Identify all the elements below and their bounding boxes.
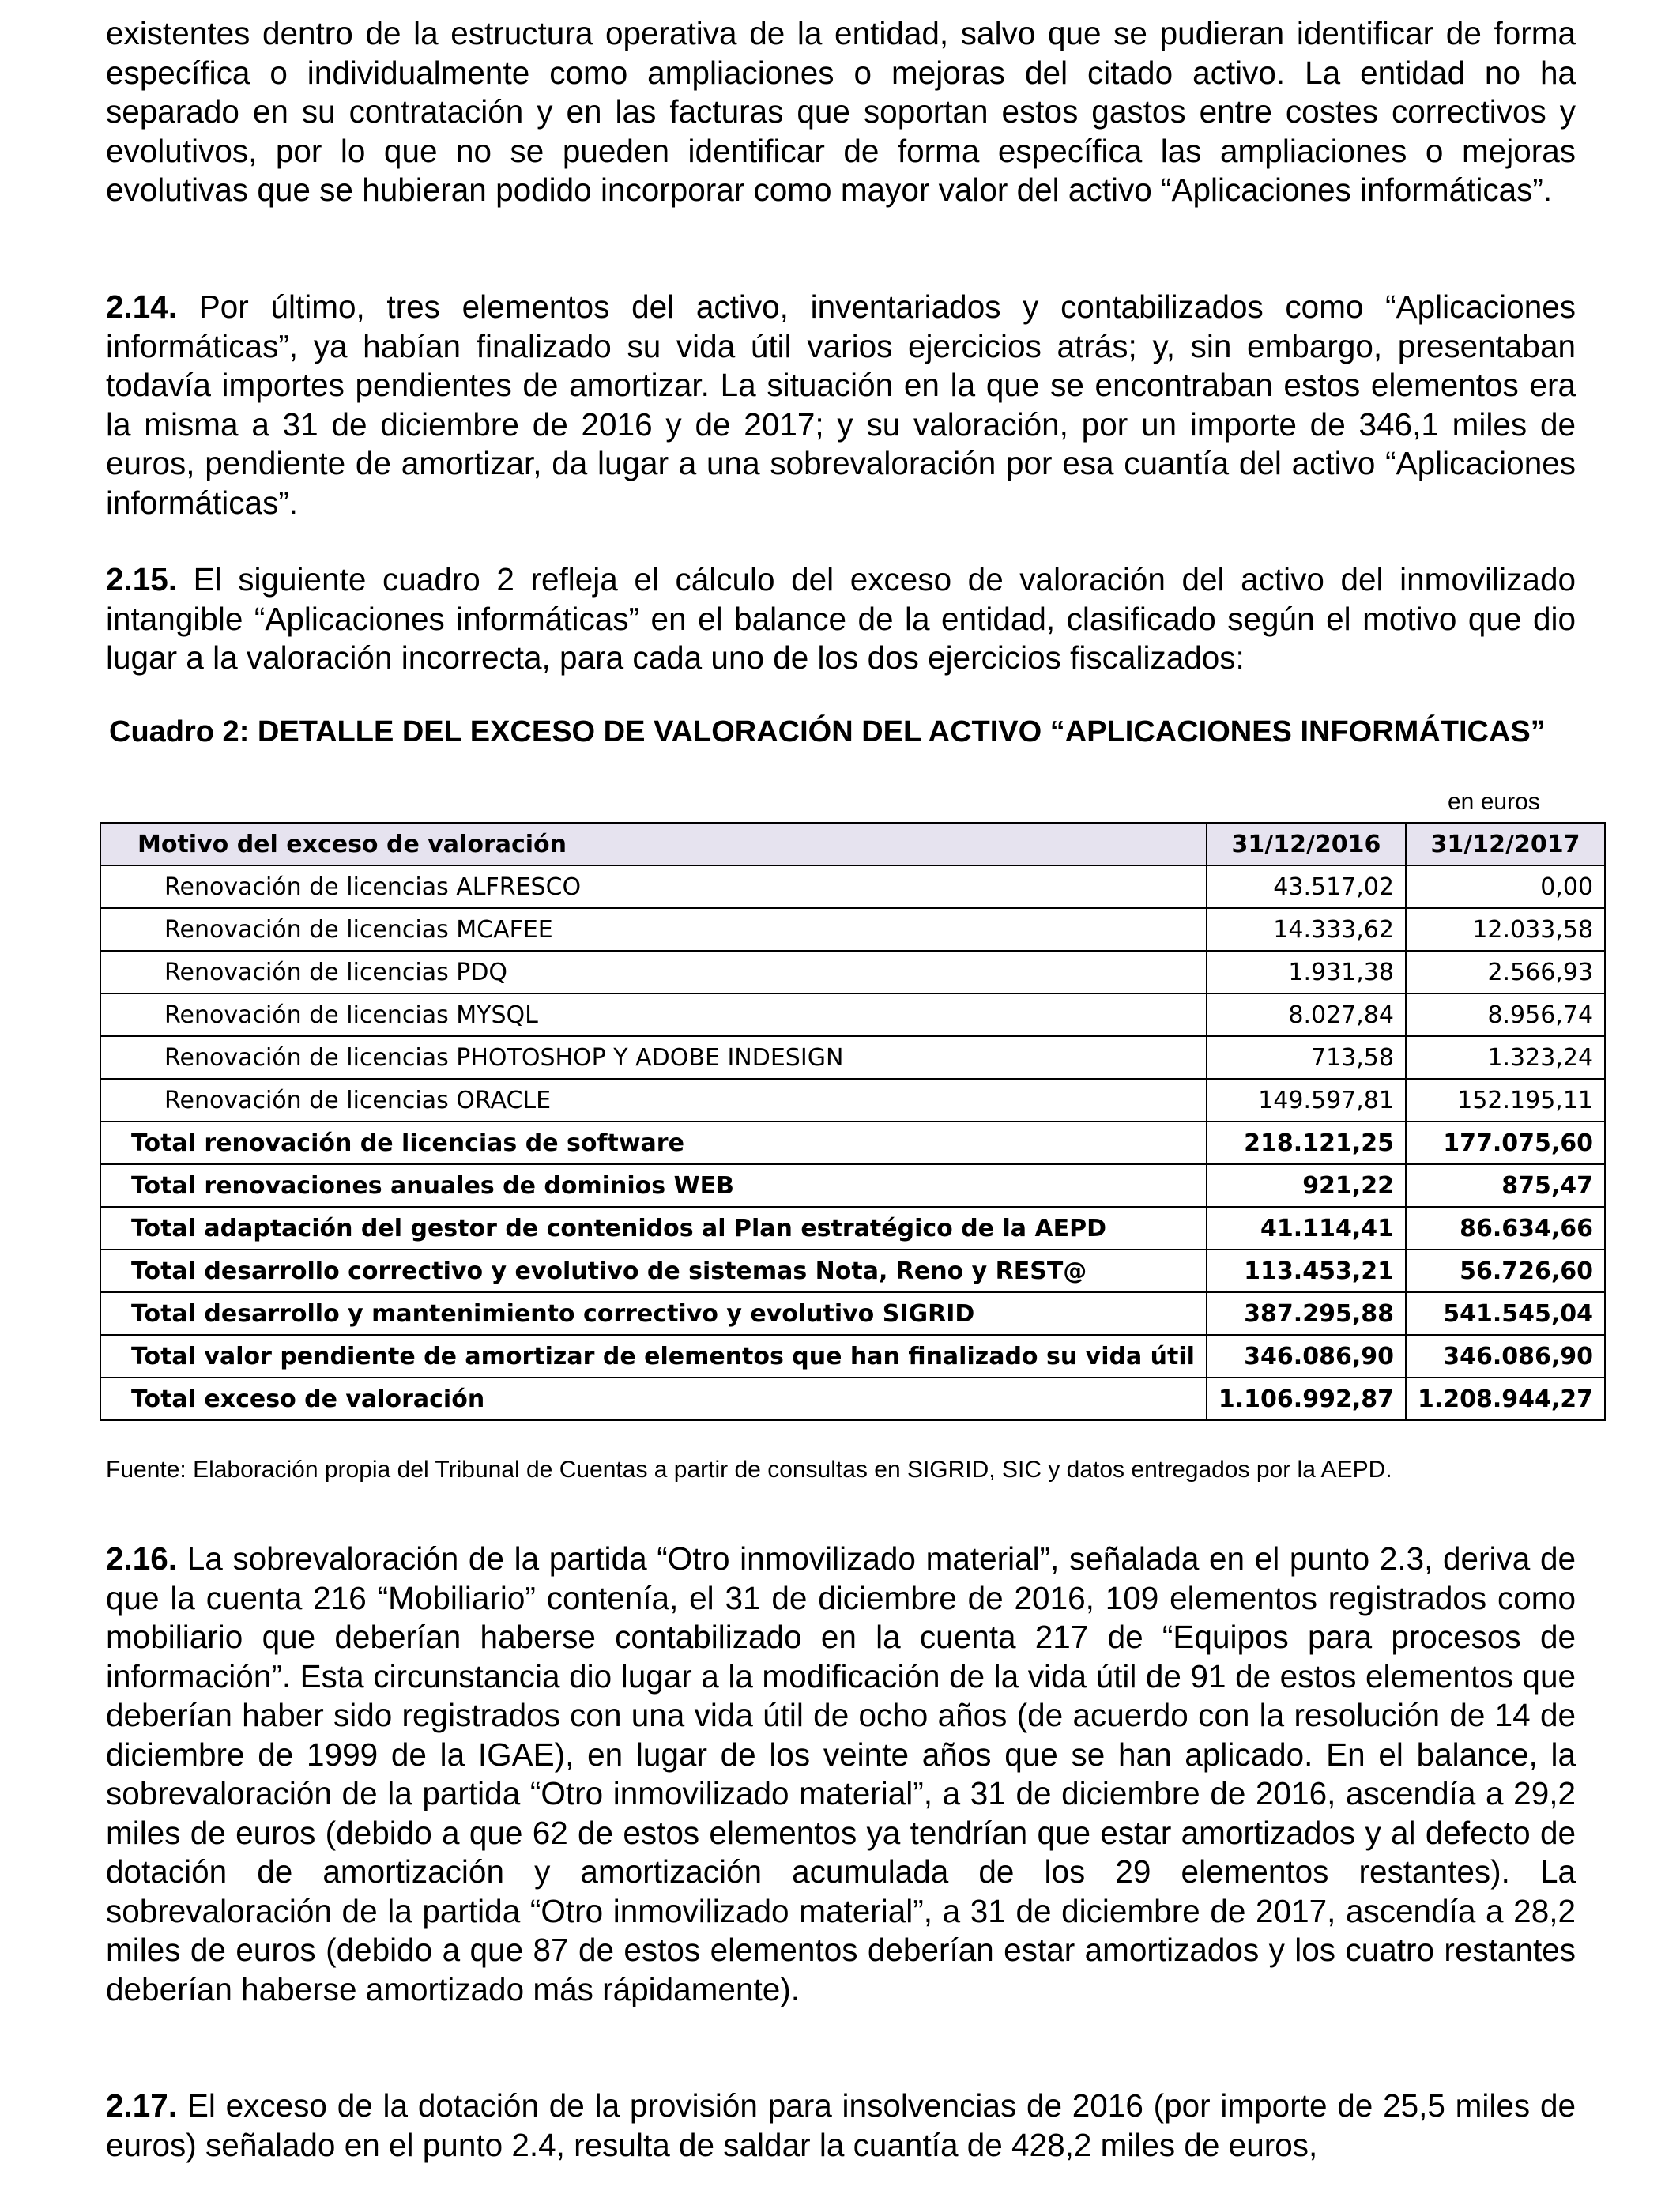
row-label: Renovación de licencias MYSQL <box>100 993 1207 1036</box>
value-2016: 113.453,21 <box>1207 1250 1406 1292</box>
row-label: Renovación de licencias MCAFEE <box>100 908 1207 951</box>
paragraph-text: El exceso de la dotación de la provisión para insolvencias de 2016 (por importe de 25,5 miles de euros) señalado en el punto 2.4, resulta de saldar la cuantía de 428,2 miles de euros, <box>106 2087 1576 2163</box>
paragraph-number: 2.16. <box>106 1540 178 1577</box>
row-label: Total adaptación del gestor de contenidos al Plan estratégico de la AEPD <box>100 1207 1207 1250</box>
table-row <box>100 1036 1605 1079</box>
paragraph-2-14 <box>106 288 1576 522</box>
paragraph-number: 2.15. <box>106 561 178 598</box>
table-caption: Cuadro 2: DETALLE DEL EXCESO DE VALORACIÓN DEL ACTIVO “APLICACIONES INFORMÁTICAS” <box>109 715 1546 748</box>
value-2017: 177.075,60 <box>1406 1122 1605 1164</box>
table-body <box>100 865 1605 1420</box>
table-row <box>100 1079 1605 1122</box>
row-label: Total desarrollo y mantenimiento correctivo y evolutivo SIGRID <box>100 1292 1207 1335</box>
row-label: Renovación de licencias PDQ <box>100 951 1207 993</box>
table-total-row <box>100 1122 1605 1164</box>
column-header-2017: 31/12/2017 <box>1406 823 1605 865</box>
row-label: Renovación de licencias ALFRESCO <box>100 865 1207 908</box>
paragraph-2-17 <box>106 2087 1576 2165</box>
table-total-row <box>100 1250 1605 1292</box>
value-2017: 56.726,60 <box>1406 1250 1605 1292</box>
value-2017: 8.956,74 <box>1406 993 1605 1036</box>
value-2016: 713,58 <box>1207 1036 1406 1079</box>
value-2017: 875,47 <box>1406 1164 1605 1207</box>
value-2016: 921,22 <box>1207 1164 1406 1207</box>
value-2016: 8.027,84 <box>1207 993 1406 1036</box>
value-2017: 2.566,93 <box>1406 951 1605 993</box>
table-units: en euros <box>1448 789 1540 815</box>
value-2017: 1.323,24 <box>1406 1036 1605 1079</box>
value-2017: 541.545,04 <box>1406 1292 1605 1335</box>
table-row <box>100 993 1605 1036</box>
value-2016: 387.295,88 <box>1207 1292 1406 1335</box>
value-2016: 41.114,41 <box>1207 1207 1406 1250</box>
table-row <box>100 951 1605 993</box>
value-2017: 152.195,11 <box>1406 1079 1605 1122</box>
row-label: Total exceso de valoración <box>100 1378 1207 1420</box>
table-source-note: Fuente: Elaboración propia del Tribunal de Cuentas a partir de consultas en SIGRID, SIC y datos entregados por la AEPD. <box>106 1457 1392 1483</box>
table-total-row <box>100 1335 1605 1378</box>
table-row <box>100 865 1605 908</box>
table-total-row <box>100 1378 1605 1420</box>
row-label: Total renovaciones anuales de dominios WEB <box>100 1164 1207 1207</box>
paragraph-number: 2.14. <box>106 288 178 325</box>
paragraph-intro-text: existentes dentro de la estructura operativa de la entidad, salvo que se pudieran identificar de forma específica o individualmente como ampliaciones o mejoras del citado activo. La entidad no ha separado en su contratación y en las facturas que soportan estos gastos entre costes correctivos y evolutivos, por lo que no se pueden identificar de forma específica las ampliaciones o mejoras evolutivas que se hubieran podido incorporar como mayor valor del activo “Aplicaciones informáticas”. <box>106 15 1576 208</box>
row-label: Total valor pendiente de amortizar de elementos que han finalizado su vida útil <box>100 1335 1207 1378</box>
value-2017: 86.634,66 <box>1406 1207 1605 1250</box>
row-label: Total renovación de licencias de software <box>100 1122 1207 1164</box>
row-label: Renovación de licencias PHOTOSHOP Y ADOBE INDESIGN <box>100 1036 1207 1079</box>
value-2016: 218.121,25 <box>1207 1122 1406 1164</box>
table-total-row <box>100 1207 1605 1250</box>
column-header-2016: 31/12/2016 <box>1207 823 1406 865</box>
value-2016: 1.931,38 <box>1207 951 1406 993</box>
value-2017: 12.033,58 <box>1406 908 1605 951</box>
row-label: Total desarrollo correctivo y evolutivo de sistemas Nota, Reno y REST@ <box>100 1250 1207 1292</box>
paragraph-2-15 <box>106 560 1576 678</box>
paragraph-number: 2.17. <box>106 2087 178 2124</box>
paragraph-2-16 <box>106 1540 1576 2009</box>
row-label: Renovación de licencias ORACLE <box>100 1079 1207 1122</box>
paragraph-text: El siguiente cuadro 2 refleja el cálculo del exceso de valoración del activo del inmovilizado intangible “Aplicaciones informáticas” en el balance de la entidad, clasificado según el motivo que dio lugar a la valoración incorrecta, para cada uno de los dos ejercicios fiscalizados: <box>106 561 1576 676</box>
value-2016: 14.333,62 <box>1207 908 1406 951</box>
table-row <box>100 908 1605 951</box>
value-2016: 43.517,02 <box>1207 865 1406 908</box>
column-header-motivo: Motivo del exceso de valoración <box>100 823 1207 865</box>
value-2017: 1.208.944,27 <box>1406 1378 1605 1420</box>
value-2016: 1.106.992,87 <box>1207 1378 1406 1420</box>
paragraph-text: Por último, tres elementos del activo, inventariados y contabilizados como “Aplicaciones informáticas”, ya habían finalizado su vida útil varios ejercicios atrás; y, sin embargo, presentaban todavía importes pendientes de amortizar. La situación en la que se encontraban estos elementos era la misma a 31 de diciembre de 2016 y de 2017; y su valoración, por un importe de 346,1 miles de euros, pendiente de amortizar, da lugar a una sobrevaloración por esa cuantía del activo “Aplicaciones informáticas”. <box>106 288 1576 521</box>
table-header-row <box>100 823 1605 865</box>
table-total-row <box>100 1164 1605 1207</box>
valuation-table <box>100 822 1606 1421</box>
value-2016: 346.086,90 <box>1207 1335 1406 1378</box>
value-2017: 0,00 <box>1406 865 1605 908</box>
paragraph-intro <box>106 14 1576 210</box>
paragraph-text: La sobrevaloración de la partida “Otro inmovilizado material”, señalada en el punto 2.3, deriva de que la cuenta 216 “Mobiliario” contenía, el 31 de diciembre de 2016, 109 elementos registrados como mobiliario que deberían haberse contabilizado en la cuenta 217 de “Equipos para procesos de información”. Esta circunstancia dio lugar a la modificación de la vida útil de 91 de estos elementos que deberían haber sido registrados con una vida útil de ocho años (de acuerdo con la resolución de 14 de diciembre de 1999 de la IGAE), en lugar de los veinte años que se han aplicado. En el balance, la sobrevaloración de la partida “Otro inmovilizado material”, a 31 de diciembre de 2016, ascendía a 29,2 miles de euros (debido a que 62 de estos elementos ya tendrían que estar amortizados y al defecto de dotación de amortización y amortización acumulada de los 29 elementos restantes). La sobrevaloración de la partida “Otro inmovilizado material”, a 31 de diciembre de 2017, ascendía a 28,2 miles de euros (debido a que 87 de estos elementos deberían estar amortizados y los cuatro restantes deberían haberse amortizado más rápidamente). <box>106 1540 1576 2007</box>
table-total-row <box>100 1292 1605 1335</box>
value-2017: 346.086,90 <box>1406 1335 1605 1378</box>
value-2016: 149.597,81 <box>1207 1079 1406 1122</box>
